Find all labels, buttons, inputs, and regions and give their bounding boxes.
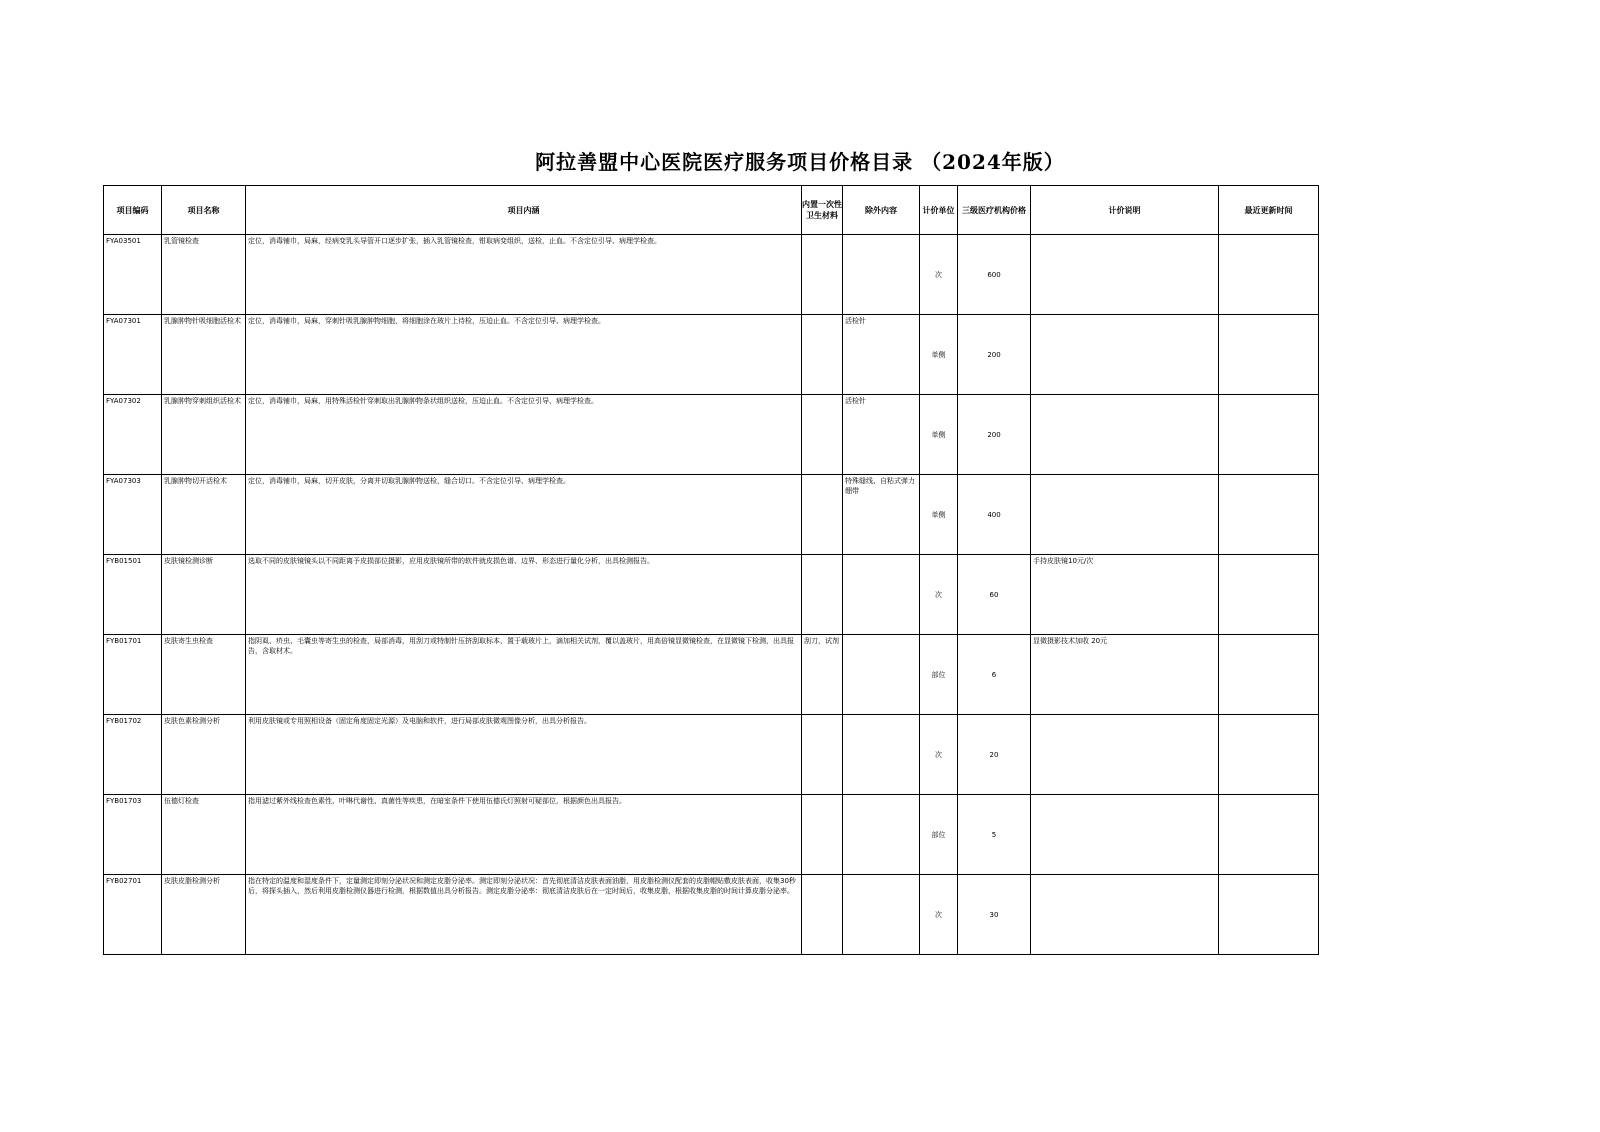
cell-updated: [1219, 635, 1319, 715]
cell-except: [843, 795, 920, 875]
cell-name: 皮肤皮脂检测分析: [162, 875, 246, 955]
cell-code: FYA07302: [104, 395, 162, 475]
table-row: [104, 555, 1319, 635]
table-row: [104, 635, 1319, 715]
col-header-updated: 最近更新时间: [1219, 186, 1319, 235]
cell-content: 指阴虱、疥虫、毛囊虫等寄生虫的检查，局部消毒，用刮刀或特制针压挤刮取标本，置于载玻片上，滴加相关试剂，覆以盖玻片，用高倍镜显微镜检查，在显微镜下检测，出具报告，含取材术。: [246, 635, 802, 715]
cell-updated: [1219, 315, 1319, 395]
cell-updated: [1219, 555, 1319, 635]
cell-updated: [1219, 715, 1319, 795]
cell-unit: 次: [920, 555, 958, 635]
cell-content: 定位，消毒铺巾，局麻，用特殊活检针穿刺取出乳腺肿物条状组织送检，压迫止血。不含定位引导、病理学检查。: [246, 395, 802, 475]
cell-except: [843, 875, 920, 955]
table-row: [104, 395, 1319, 475]
cell-note: [1031, 715, 1219, 795]
cell-name: 伍德灯检查: [162, 795, 246, 875]
cell-code: FYA07303: [104, 475, 162, 555]
cell-unit: 次: [920, 715, 958, 795]
cell-price: 5: [958, 795, 1031, 875]
cell-unit: 次: [920, 235, 958, 315]
page-title: 阿拉善盟中心医院医疗服务项目价格目录 （2024年版）: [535, 150, 1065, 174]
cell-material: [802, 315, 843, 395]
cell-material: [802, 235, 843, 315]
cell-content: 指在特定的温度和湿度条件下，定量测定即刻分泌状况和测定皮脂分泌率。测定即刻分泌状况：首先彻底清洁皮肤表面油脂，用皮脂检测仪配套的皮脂帽贴敷皮肤表面，收集30秒后，将探头插入，然后利用皮脂检测仪器进行检测，根据数值出具分析报告。测定皮脂分泌率：彻底清洁皮肤后在一定时间后，收集皮脂，根据收集皮脂的时间计算皮脂分泌率。: [246, 875, 802, 955]
cell-name: 乳管镜检查: [162, 235, 246, 315]
cell-note: 手持皮肤镜10元/次: [1031, 555, 1219, 635]
cell-note: [1031, 395, 1219, 475]
cell-unit: 次: [920, 875, 958, 955]
col-header-unit: 计价单位: [920, 186, 958, 235]
cell-except: 特殊缝线、自粘式弹力绷带: [843, 475, 920, 555]
cell-unit: 单侧: [920, 475, 958, 555]
cell-code: FYA03501: [104, 235, 162, 315]
cell-content: 定位，消毒铺巾，局麻，经病变乳头导管开口逐步扩张，插入乳管镜检查，钳取病变组织，送检，止血。不含定位引导、病理学检查。: [246, 235, 802, 315]
cell-code: FYB01702: [104, 715, 162, 795]
cell-note: [1031, 235, 1219, 315]
cell-name: 皮肤寄生虫检查: [162, 635, 246, 715]
cell-content: 定位，消毒铺巾，局麻，切开皮肤，分离并切取乳腺肿物送检，缝合切口。不含定位引导、病理学检查。: [246, 475, 802, 555]
table-row: [104, 875, 1319, 955]
cell-material: [802, 475, 843, 555]
table-row: [104, 795, 1319, 875]
cell-unit: 单侧: [920, 315, 958, 395]
cell-price: 600: [958, 235, 1031, 315]
table-row: [104, 715, 1319, 795]
cell-code: FYB01701: [104, 635, 162, 715]
cell-name: 皮肤色素检测分析: [162, 715, 246, 795]
cell-code: FYB01703: [104, 795, 162, 875]
table-row: [104, 475, 1319, 555]
cell-except: [843, 715, 920, 795]
col-header-note: 计价说明: [1031, 186, 1219, 235]
cell-material: [802, 715, 843, 795]
cell-price: 200: [958, 315, 1031, 395]
cell-material: 刮刀，试剂: [802, 635, 843, 715]
cell-content: 定位，消毒铺巾，局麻，穿刺针吸乳腺肿物细胞，将细胞涂在玻片上待检，压迫止血。不含定位引导、病理学检查。: [246, 315, 802, 395]
cell-unit: 部位: [920, 795, 958, 875]
cell-code: FYB02701: [104, 875, 162, 955]
cell-content: 指用滤过紫外线检查色素性、叶啉代谢性、真菌性等疾患，在暗室条件下使用伍德氏灯照射可疑部位，根据颜色出具报告。: [246, 795, 802, 875]
cell-name: 乳腺肿物切开活检术: [162, 475, 246, 555]
cell-code: FYB01501: [104, 555, 162, 635]
cell-material: [802, 555, 843, 635]
col-header-price: 三级医疗机构价格: [958, 186, 1031, 235]
col-header-code: 项目编码: [104, 186, 162, 235]
cell-content: 选取不同的皮肤镜镜头以不同距离予皮损部位摄影，应用皮肤镜所带的软件就皮损色谱、边界、形态进行量化分析，出具检测报告。: [246, 555, 802, 635]
cell-except: [843, 555, 920, 635]
price-table: [103, 185, 1319, 955]
cell-note: [1031, 315, 1219, 395]
cell-price: 20: [958, 715, 1031, 795]
col-header-content: 项目内涵: [246, 186, 802, 235]
table-row: [104, 235, 1319, 315]
cell-updated: [1219, 475, 1319, 555]
cell-material: [802, 395, 843, 475]
cell-content: 利用皮肤镜或专用照相设备（固定角度固定光源）及电脑和软件，进行局部皮肤微观图像分析，出具分析报告。: [246, 715, 802, 795]
cell-except: [843, 235, 920, 315]
header-row: [104, 186, 1319, 235]
col-header-name: 项目名称: [162, 186, 246, 235]
cell-price: 6: [958, 635, 1031, 715]
cell-note: [1031, 795, 1219, 875]
cell-material: [802, 875, 843, 955]
cell-except: 活检针: [843, 315, 920, 395]
cell-updated: [1219, 875, 1319, 955]
cell-updated: [1219, 395, 1319, 475]
cell-updated: [1219, 795, 1319, 875]
cell-except: [843, 635, 920, 715]
cell-price: 400: [958, 475, 1031, 555]
cell-unit: 单侧: [920, 395, 958, 475]
col-header-material: 内置一次性卫生材料: [802, 186, 843, 235]
cell-price: 200: [958, 395, 1031, 475]
cell-price: 60: [958, 555, 1031, 635]
cell-name: 乳腺肿物穿刺组织活检术: [162, 395, 246, 475]
table-row: [104, 315, 1319, 395]
cell-name: 皮肤镜检测诊断: [162, 555, 246, 635]
col-header-except: 除外内容: [843, 186, 920, 235]
cell-updated: [1219, 235, 1319, 315]
cell-note: [1031, 875, 1219, 955]
cell-price: 30: [958, 875, 1031, 955]
cell-unit: 部位: [920, 635, 958, 715]
cell-material: [802, 795, 843, 875]
cell-except: 活检针: [843, 395, 920, 475]
cell-code: FYA07301: [104, 315, 162, 395]
cell-note: 显微摄影技术加收 20元: [1031, 635, 1219, 715]
cell-note: [1031, 475, 1219, 555]
cell-name: 乳腺肿物针吸细胞活检术: [162, 315, 246, 395]
